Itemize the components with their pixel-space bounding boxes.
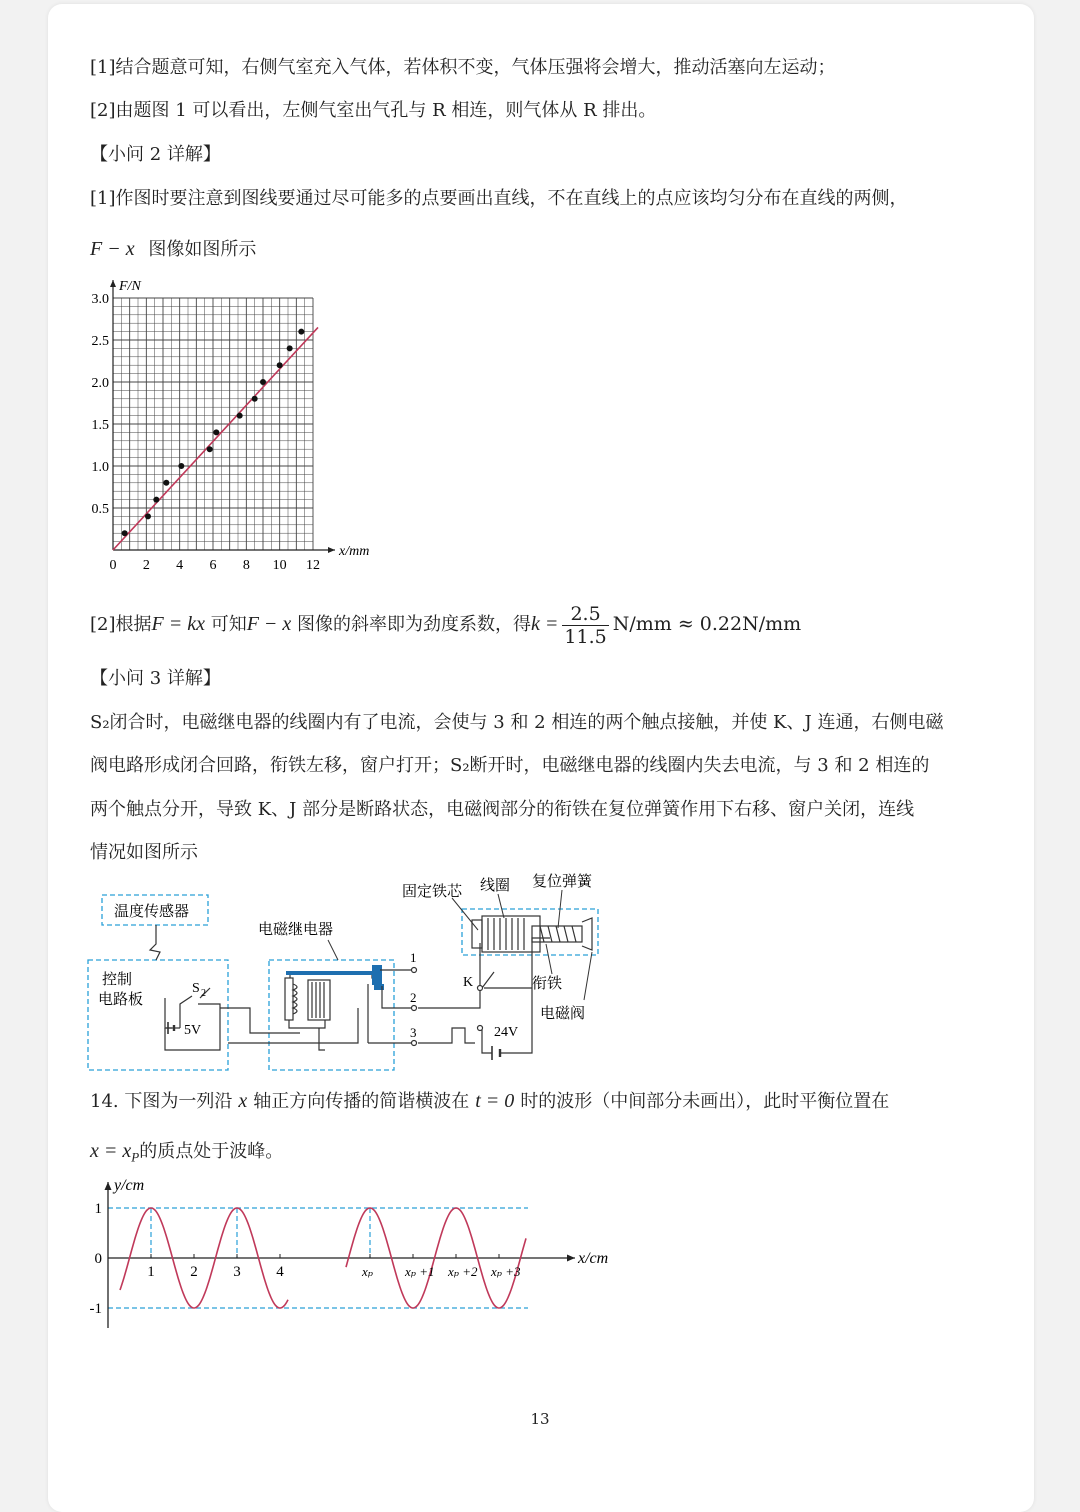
q14-a: 14. 下图为一列沿 — [90, 1091, 233, 1112]
question-14-line-1 — [90, 1088, 889, 1115]
fx-axes — [110, 280, 335, 553]
fraction — [562, 603, 608, 648]
para-6: S₂闭合时，电磁继电器的线圈内有了电流，会使与 3 和 2 相连的两个触点接触，并使 K、J 连通，右侧电磁 — [90, 712, 944, 733]
data-point — [122, 530, 128, 536]
fx-chart — [80, 268, 400, 578]
fx-grid — [113, 298, 313, 550]
data-point — [277, 362, 283, 368]
para-7: 阀电路形成闭合回路，衔铁左移，窗户打开；S₂断开时，电磁继电器的线圈内失去电流，与 3 和 2 相连的 — [90, 755, 930, 776]
relay-arm — [286, 971, 374, 975]
data-point — [163, 480, 169, 486]
q14-c: 时的波形（中间部分未画出），此时平衡位置在 — [520, 1091, 890, 1112]
heading-q3: 【小问 3 详解】 — [90, 668, 221, 689]
data-point — [207, 446, 213, 452]
data-point — [145, 513, 151, 519]
valve-label: 电磁阀 — [540, 1006, 586, 1022]
control-label-1: 控制 — [102, 972, 133, 988]
math-f-x-2: F − x — [246, 613, 292, 635]
v5-label: 5V — [184, 1023, 202, 1038]
terminal-1-label: 1 — [410, 950, 417, 965]
k-label: K — [463, 975, 474, 990]
q14-x: x — [238, 1090, 248, 1112]
core-label: 固定铁芯 — [402, 884, 463, 900]
q14-t: t = 0 — [475, 1090, 515, 1112]
coil-label: 线圈 — [480, 878, 511, 894]
terminal-j — [478, 1026, 483, 1031]
math-f-x: F − x — [90, 238, 135, 260]
x-axis-arrow — [567, 1255, 575, 1262]
terminal-2-label: 2 — [410, 990, 417, 1005]
s2-subscript: 2 — [201, 988, 206, 999]
s2-label: S — [192, 981, 200, 996]
x-tick-label: 4 — [176, 558, 184, 573]
math-f-kx: F = kx — [151, 613, 205, 635]
para-9: 情况如图所示 — [90, 842, 198, 863]
y-axis-arrow — [110, 280, 116, 287]
data-point — [213, 429, 219, 435]
para-1: [1]结合题意可知，右侧气室充入气体，若体积不变，气体压强将会增大，推动活塞向左运动； — [90, 57, 836, 78]
heading-q2: 【小问 2 详解】 — [90, 144, 221, 165]
sensor-signal-arrow — [150, 925, 160, 960]
armature-label: 衔铁 — [532, 976, 563, 992]
y-tick-label: 2.5 — [91, 334, 109, 349]
v24-label: 24V — [494, 1025, 519, 1040]
x-tick-label: xₚ +2 — [448, 1264, 478, 1279]
data-point — [178, 463, 184, 469]
y-tick-label: 0 — [94, 1251, 102, 1267]
y-tick-label: 1.5 — [91, 418, 109, 433]
para-5 — [90, 600, 801, 649]
relay-mechanism — [285, 972, 380, 1050]
relay-contact — [372, 965, 382, 985]
page-number: 13 — [530, 1410, 550, 1428]
sensor-label: 温度传感器 — [114, 904, 190, 920]
y-axis-label: y/cm — [114, 1177, 145, 1194]
x-tick-label: 0 — [109, 558, 117, 573]
fraction-denominator: 11.5 — [564, 625, 607, 648]
x-tick-label: 12 — [306, 558, 320, 573]
y-tick-label: 1.0 — [91, 460, 109, 475]
y-axis-label: F/N — [119, 279, 141, 294]
data-point — [237, 413, 243, 419]
y-tick-label: -1 — [89, 1301, 102, 1317]
x-tick-label: 3 — [233, 1264, 241, 1280]
x-tick-label: 8 — [242, 558, 250, 573]
x-axis-label: x/cm — [578, 1250, 609, 1267]
k-result: N/mm ≈ 0.22N/mm — [612, 613, 802, 635]
q14-sub: P — [131, 1149, 140, 1165]
y-tick-label: 1 — [94, 1201, 102, 1217]
relay-label-leader — [328, 940, 338, 960]
circuit-diagram — [80, 868, 620, 1078]
relay-label: 电磁继电器 — [258, 922, 334, 938]
x-tick-label: xₚ +3 — [491, 1264, 521, 1279]
x-tick-label: 2 — [142, 558, 150, 573]
x-axis-label: x/mm — [339, 544, 370, 559]
terminal-3-label: 3 — [410, 1025, 417, 1040]
para-8: 两个触点分开，导致 K、J 部分是断路状态，电磁阀部分的衔铁在复位弹簧作用下右移、窗户关闭，连线 — [90, 799, 915, 820]
spring-label: 复位弹簧 — [532, 874, 593, 890]
para-4-text: 图像如图所示 — [148, 239, 257, 260]
q14-b: 轴正方向传播的简谐横波在 — [253, 1091, 470, 1112]
data-point — [260, 379, 266, 385]
fraction-numerator: 2.5 — [562, 603, 608, 626]
x-tick-label: 2 — [190, 1264, 198, 1280]
q14-d: 的质点处于波峰。 — [139, 1141, 284, 1162]
x-tick-label: xₚ +1 — [405, 1264, 435, 1279]
para-5-a: [2]根据 — [90, 614, 152, 635]
y-axis-arrow — [105, 1182, 112, 1190]
y-tick-label: 0.5 — [91, 502, 109, 517]
y-tick-label: 3.0 — [91, 292, 109, 307]
x-tick-label: 1 — [147, 1264, 155, 1280]
terminal-3 — [412, 1041, 417, 1046]
x-tick-label: 10 — [272, 558, 287, 573]
terminal-2 — [412, 1006, 417, 1011]
para-4 — [90, 236, 256, 263]
math-k: k = — [531, 613, 559, 635]
terminal-1 — [412, 968, 417, 973]
wave-labels — [90, 1177, 609, 1317]
x-axis-arrow — [328, 547, 335, 553]
x-tick-label: 6 — [209, 558, 217, 573]
para-5-c: 图像的斜率即为劲度系数，得 — [297, 614, 532, 635]
wave-chart — [80, 1176, 620, 1336]
para-5-b: 可知 — [210, 614, 247, 635]
data-point — [298, 329, 304, 335]
para-3: [1]作图时要注意到图线要通过尽可能多的点要画出直线，不在直线上的点应该均匀分布在直线的两侧， — [90, 188, 908, 209]
para-2: [2]由题图 1 可以看出，左侧气室出气孔与 R 相连，则气体从 R 排出。 — [90, 100, 657, 121]
data-point — [153, 497, 159, 503]
x-tick-label: xₚ — [362, 1264, 373, 1279]
wave-axes — [105, 1182, 576, 1328]
q14-math: x = x — [90, 1140, 132, 1162]
control-label-2: 电路板 — [98, 992, 144, 1008]
y-tick-label: 2.0 — [91, 376, 109, 391]
x-tick-label: 4 — [276, 1264, 284, 1280]
terminal-k — [478, 986, 483, 991]
question-14-line-2 — [90, 1138, 283, 1171]
data-point — [252, 396, 258, 402]
data-point — [287, 345, 293, 351]
